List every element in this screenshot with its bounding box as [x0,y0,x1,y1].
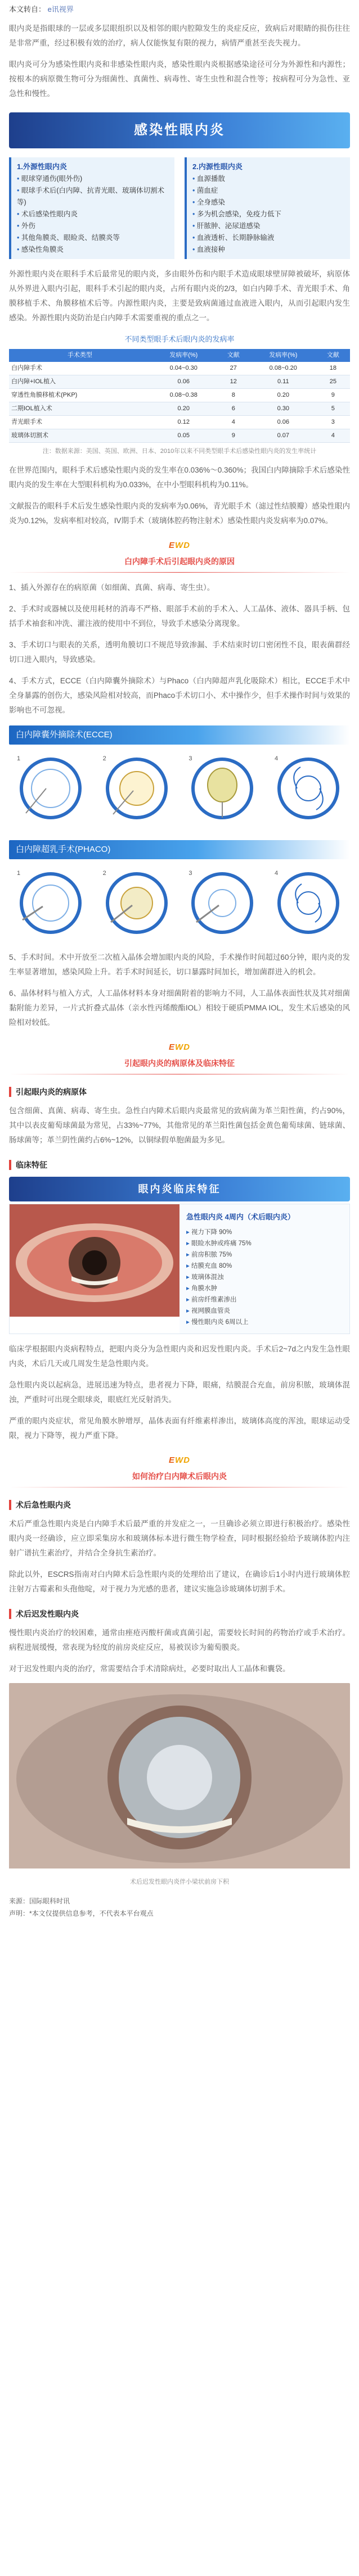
stage-number: 2 [102,755,106,762]
phaco-stage [272,866,344,938]
list-item: ▸ 角膜水肿 [186,1283,343,1294]
table-cell: 二期IOL植入术 [9,402,151,416]
exogenous-box [9,157,174,259]
stage-number: 1 [17,870,21,877]
table-cell: 白内障+IOL植入 [9,375,151,389]
ewd-subtitle: 如何治疗白内障术后眼内炎 [132,1472,227,1481]
phaco-stage [101,866,173,938]
late-endophthalmitis-photo [9,1683,350,1874]
table-cell: 白内障手术 [9,362,151,375]
list-item: ▸ 眼睑水肿或疼痛 75% [186,1238,343,1249]
source-link[interactable]: e讯视界 [47,5,74,13]
rates-paragraph: 在世界范围内，眼科手术后感染性眼内炎的发生率在0.036%～0.360%；我国白内障摘除手术后感染性眼内炎的发生率在大型眼科机构为0.033%，在中小型眼科机构为0.11%。 [9,466,350,489]
stage-number: 4 [274,870,279,877]
column-header: 文献 [217,349,250,362]
table-cell: 6 [217,402,250,416]
list-item: ▸ 视网膜血管炎 [186,1305,343,1317]
table-cell: 4 [217,416,250,429]
table-cell: 0.12 [151,416,217,429]
photo-caption: 术后迟发性眼内炎伴小梁状前房下积 [130,1879,229,1885]
table-cell: 0.20 [250,389,316,402]
table-cell: 0.20 [151,402,217,416]
exogenous-paragraph: 外源性眼内炎在眼科手术后最常见的眼内炎，多由眼外伤和内眼手术造成眼球壁屏障被破坏，病原体从外界进入眼内引起，眼科手术引起的眼内炎，占所有眼内炎的2/3，如白内障手术、青光眼手术、角膜移植手术、角膜移植术后等。内源性眼内炎，主要是致病菌通过血液进入眼内，从而引起眼内发生感染。外源性眼内炎防治是白内障手术需要重视的重点之一。 [9,270,350,322]
table-cell: 0.07 [250,429,316,443]
eye-diagram-icon [15,751,87,823]
table-row [9,402,350,416]
table-row [9,416,350,429]
eye-photo-icon [9,1683,350,1868]
ecce-stage [15,751,87,823]
column-header: 发病率(%) [151,349,217,362]
treatment-paragraph: 除此以外，ESCRS指南对白内障术后急性眼内炎的处理给出了建议，在确诊后1小时内进行玻璃体腔注射万古霉素和头孢他啶，对于视力为光感的患者，建议实施急诊玻璃体切割手术。 [9,1570,350,1593]
treatment-paragraph: 慢性眼内炎治疗的较困难，通常由痤疮丙酸杆菌或真菌引起，需要较长时间的药物治疗或手术治疗。病程进展缓慢，常表现为轻度的前房炎症反应，易被误诊为葡萄膜炎。 [9,1629,350,1652]
reason-paragraph: 5、手术时间。术中开放至二次植入晶体会增加眼内炎的风险，手术操作时间超过60分钟，眼内炎的发生率显著增加，感染风险上升。若手术时间延长，切口暴露时间加长，增加菌群进入的机会。 [9,953,350,976]
table-cell: 0.30 [250,402,316,416]
ewd-divider [9,1040,350,1074]
list-item: ▸ 慢性眼内炎 6周以上 [186,1317,343,1328]
list-item: • 眼球穿通伤(眼外伤) [17,173,169,185]
source-text: 来源：国际眼科时讯 [9,1897,70,1905]
clinical-banner: 眼内炎临床特征 [9,1177,350,1201]
table-row [9,429,350,443]
list-item: ▸ 前房纤维素渗出 [186,1294,343,1305]
eye-diagram-icon [186,866,258,938]
list-item: ▸ 视力下降 90% [186,1227,343,1238]
reason-paragraph: 3、手术切口与眼表的关系，透明角膜切口不规范导致渗漏、手术结束时切口密闭性不良，眼表菌群经切口进入眼内，导致感染。 [9,641,350,664]
ewd-divider [9,538,350,573]
rates-paragraph: 文献报告的眼科手术后发生感染性眼内炎的发病率为0.06%，青光眼手术（滤过性结膜瓣）感染性眼内炎为0.12%，发病率相对较高，IV期手术（玻璃体腔药物注射术）感染性眼内炎发病率为0.07%。 [9,502,350,525]
list-item: ▸ 前房积脓 75% [186,1249,343,1260]
table-header-row [9,349,350,362]
reason-paragraph: 2、手术时或器械以及使用耗材的消毒不严格、眼部手术前的手术入、人工晶体、液体、器具手柄、包括手术袖套和冲洗、灌注液的使用中不到位，导致手术感染分离现象。 [9,605,350,628]
heading-bar [9,1160,11,1170]
table-cell: 0.08~0.38 [151,389,217,402]
table-cell: 4 [316,429,350,443]
table-cell: 0.05 [151,429,217,443]
endogenous-box [185,157,350,259]
table-cell: 青光眼手术 [9,416,151,429]
column-header: 手术类型 [9,349,151,362]
table-row [9,362,350,375]
pathogen-paragraph: 包含细菌、真菌、病毒、寄生虫。急性白内障术后眼内炎最常见的致病菌为革兰阳性菌，约占90%，其中以表皮葡萄球菌最为常见，占33%~77%，其他常见的革兰阳性菌包括金黄色葡萄球菌、链球菌、肠球菌等；革兰阴性菌约占6%~12%，以铜绿假单胞菌最为多见。 [9,1106,350,1144]
banner-title: 感染性眼内炎 [134,123,225,138]
divider-line [9,572,350,573]
table-cell: 3 [316,416,350,429]
heading-bar [9,1087,11,1097]
eye-diagram-icon [186,751,258,823]
eye-diagram-icon [272,866,344,938]
intro-paragraph: 眼内炎可分为感染性眼内炎和非感染性眼内炎，感染性眼内炎根据感染途径可分为外源性和内源性；按根本的病原微生物可分为细菌性、真菌性、病毒性、寄生虫性和混合性等；按病程可分为急性、亚急性和慢性。 [9,60,350,98]
footer [9,1895,350,1920]
section-banner [9,112,350,148]
table-title: 不同类型眼手术后眼内炎的发病率 [124,335,235,343]
column-header: 文献 [316,349,350,362]
table-cell: 0.06 [151,375,217,389]
phaco-stage [186,866,258,938]
ecce-stage [186,751,258,823]
treatment-paragraph: 术后严重急性眼内炎是白内障手术后最严重的并发症之一，一旦确诊必须立即进行积极治疗。感染性眼内炎一经确诊，应立即采集房水和玻璃体标本进行微生物学检查，同时根据经验给予玻璃体腔内注射广谱抗生素治疗，并结合全身抗生素治疗。 [9,1520,350,1557]
endogenous-title: 2.内源性眼内炎 [192,162,243,171]
treatment-paragraph: 对于迟发性眼内炎的治疗，常需要结合手术清除病灶，必要时取出人工晶体和囊袋。 [9,1665,290,1673]
heading-bar [9,1609,11,1619]
eye-photo-icon [10,1204,180,1317]
ewd-logo: EWD [168,541,190,550]
disclaimer-text: 声明：*本文仅提供信息参考，不代表本平台观点 [9,1910,154,1917]
reason-paragraph: 4、手术方式，ECCE（白内障囊外摘除术）与Phaco（白内障超声乳化吸除术）相比，ECCE手术中全身暴露的创伤大，感染风险相对较高，而Phaco手术切口小、术中操作少，但手术操作时间与效果的影响也不可忽视。 [9,677,350,714]
list-item: ▸ 玻璃体混浊 [186,1272,343,1283]
table-cell: 0.04~0.30 [151,362,217,375]
list-item: • 多为机会感染，免疫力低下 [192,208,344,220]
section-heading [9,1607,350,1621]
inflamed-eye-image [10,1204,180,1334]
section-heading [9,1498,350,1512]
list-item: • 肝脓肿、泌尿道感染 [192,220,344,232]
ewd-subtitle: 引起眼内炎的病原体及临床特征 [124,1059,235,1068]
table-cell: 9 [217,429,250,443]
ecce-stages [9,748,350,832]
stage-number: 4 [274,755,279,762]
table-cell: 27 [217,362,250,375]
table-row [9,389,350,402]
phaco-stage [15,866,87,938]
heading-text: 术后急性眼内炎 [16,1500,71,1509]
table-cell: 9 [316,389,350,402]
repost-label: 本文转自： [9,5,46,13]
intro-paragraph: 眼内炎是指眼球的一层或多层眼组织以及相邻的眼内腔隙发生的炎症反应，致病后对眼睛的损伤往往是非常严重，经过积极有效的治疗，病人仅能恢复有限的视力，病情严重甚至丧失视力。 [9,24,350,47]
table-cell: 5 [316,402,350,416]
clinical-panel [9,1204,350,1334]
table-note: 注：数据来源：美国、英国、欧洲、日本、2010年以来不同类型眼手术后感染性眼内炎的发生率统计 [42,448,317,455]
symptom-list [180,1204,349,1334]
table-row [9,375,350,389]
clinical-paragraph: 严重的眼内炎症状，常见角膜水肿增厚，晶体表面有纤维素样渗出，玻璃体高度的浑浊，眼球运动受限，视力下降等，视力严重下降。 [9,1417,350,1440]
stage-number: 2 [102,870,106,877]
table-cell: 18 [316,362,350,375]
section-heading [9,1085,350,1099]
table-cell: 0.06 [250,416,316,429]
stage-number: 3 [189,870,192,877]
ewd-divider [9,1453,350,1487]
eye-diagram-icon [15,866,87,938]
phaco-diagram-title: 白内障超乳手术(PHACO) [9,840,350,859]
reason-paragraph: 1、插入外源存在的病原菌（如细菌、真菌、病毒、寄生虫）。 [9,583,215,592]
list-item: • 外伤 [17,220,169,232]
heading-bar [9,1500,11,1510]
table-cell: 25 [316,375,350,389]
table-cell: 穿透性角膜移植术(PKP) [9,389,151,402]
ewd-logo: EWD [168,1455,190,1465]
section-heading [9,1158,350,1172]
list-item: • 血源播散 [192,173,344,185]
list-item: • 血液透析、长期静脉输液 [192,232,344,244]
list-item: ▸ 结膜充血 80% [186,1260,343,1272]
list-item: • 血液接种 [192,244,344,256]
phaco-stages [9,863,350,947]
table-cell: 0.11 [250,375,316,389]
heading-text: 引起眼内炎的病原体 [16,1087,87,1096]
exogenous-title: 1.外源性眼内炎 [17,162,67,171]
ewd-logo: EWD [168,1042,190,1052]
table-cell: 12 [217,375,250,389]
ecce-diagram-title: 白内障囊外摘除术(ECCE) [9,725,350,745]
list-item: • 全身感染 [192,197,344,208]
ewd-subtitle: 白内障手术后引起眼内炎的原因 [124,557,235,566]
heading-text: 临床特征 [16,1160,47,1169]
endophthalmitis-types [9,157,350,259]
panel-title: 急性眼内炎 4周内（术后眼内炎） [186,1213,295,1221]
list-item: • 眼球手术后(白内障、抗青光眼、玻璃体切割术等) [17,185,169,208]
list-item: • 其他角膜炎、眼睑炎、结膜炎等 [17,232,169,244]
eye-diagram-icon [272,751,344,823]
list-item: • 菌血症 [192,185,344,197]
stage-number: 1 [17,755,21,762]
list-item: • 感染性角膜炎 [17,244,169,256]
ecce-stage [101,751,173,823]
table-cell: 玻璃体切割术 [9,429,151,443]
table-cell: 0.08~0.20 [250,362,316,375]
reason-paragraph: 6、晶体材料与植入方式，人工晶体材料本身对细菌附着的影响力不同，人工晶体表面性状及其对细菌黏附能力差异，一片式折叠式晶体（亲水性丙烯酸酯IOL）相较于硬质PMMA IOL，发生术后感染的风险相对较低。 [9,989,350,1027]
repost-header [9,0,350,18]
incidence-table [9,349,350,443]
list-item: • 术后感染性眼内炎 [17,208,169,220]
table-cell: 8 [217,389,250,402]
ecce-stage [272,751,344,823]
stage-number: 3 [189,755,192,762]
eye-diagram-icon [101,866,173,938]
heading-text: 术后迟发性眼内炎 [16,1609,79,1618]
clinical-paragraph: 临床学根据眼内炎病程特点，把眼内炎分为急性眼内炎和迟发性眼内炎。手术后2~7d之内发生急性眼内炎，术后几天或几周发生是急性眼内炎。 [9,1345,350,1368]
clinical-paragraph: 急性眼内炎以起病急，进展迅速为特点，患者视力下降，眼痛，结膜混合充血，前房积脓，玻璃体混浊，严重时可出现全眼球炎，眼底红光反射消失。 [9,1381,350,1404]
eye-diagram-icon [101,751,173,823]
column-header: 发病率(%) [250,349,316,362]
